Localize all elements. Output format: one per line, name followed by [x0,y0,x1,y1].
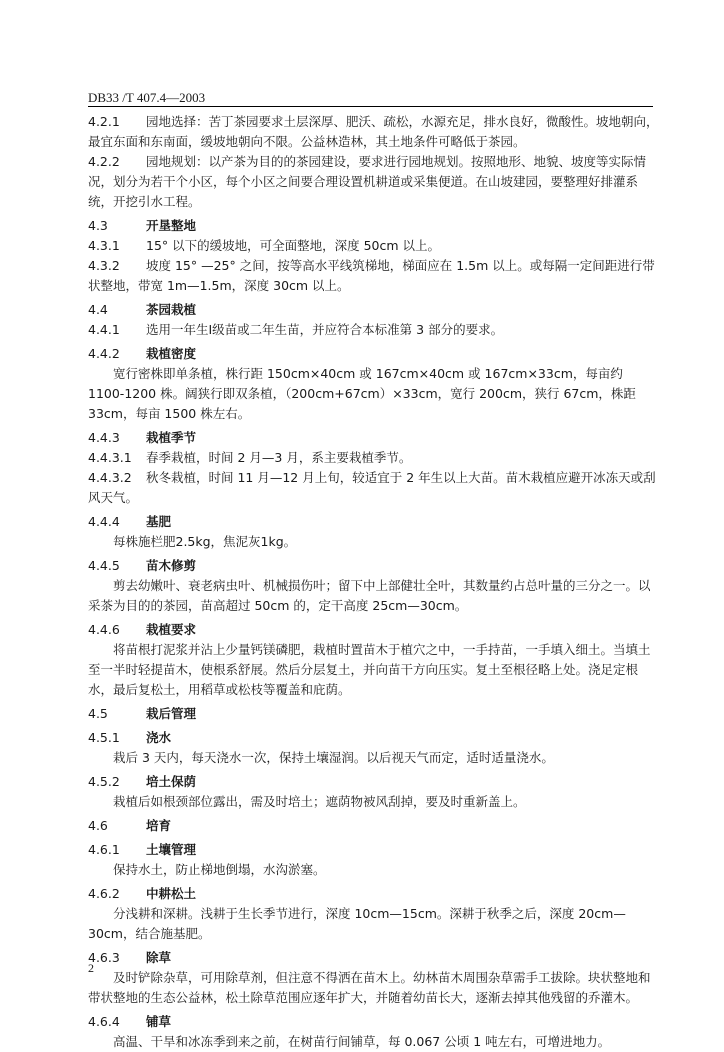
clause-heading: 基肥 [146,514,172,529]
clause-number: 4.3.2 [88,258,120,273]
body-paragraph [88,364,660,424]
body-paragraph [88,792,660,812]
paragraph-text: 保持水土，防止梯地倒塌，水沟淤塞。 [113,862,326,877]
clause-number: 4.2.2 [88,154,120,169]
clause-text: 春季栽植，时间 2 月—3 月，系主要栽植季节。 [146,450,412,465]
body-paragraph [88,904,660,944]
paragraph-text: 栽后 3 天内，每天浇水一次，保持土壤湿润。以后视天气而定，适时适量浇水。 [113,750,554,765]
paragraph-text: 将苗根打泥浆并沾上少量钙镁磷肥，栽植时置苗木于植穴之中，一手持苗，一手填入细土。当填土至一半时轻提苗木，使根系舒展。然后分层复土，并向苗干方向压实。复土至根径略上处。浇足定根水，最后复松土，用稻草或松枝等覆盖和庇荫。 [88,642,651,697]
body-paragraph [88,968,660,1008]
clause-heading: 中耕松土 [146,886,197,901]
clause-4-4-1 [88,320,660,340]
clause-number: 4.3 [88,218,108,233]
clause-number: 4.6.4 [88,1014,120,1029]
clause-4-2-2 [88,152,660,212]
body-paragraph [88,860,660,880]
paragraph-text: 栽植后如根颈部位露出，需及时培土；遮荫物被风刮掉，要及时重新盖上。 [113,794,526,809]
clause-4-5-1 [88,728,660,748]
paragraph-text: 剪去幼嫩叶、衰老病虫叶、机械损伤叶；留下中上部健壮全叶，其数量约占总叶量的三分之一。以采茶为目的的茶园，苗高超过 50cm 的，定干高度 25cm—30cm。 [88,578,651,613]
clause-4-4-3-2 [88,468,660,508]
clause-number: 4.4.3 [88,430,120,445]
clause-heading: 培育 [146,818,172,833]
clause-number: 4.4.6 [88,622,120,637]
clause-4-4-2 [88,344,660,364]
clause-heading: 栽植要求 [146,622,197,637]
clause-4-5-2 [88,772,660,792]
clause-number: 4.4.3.1 [88,450,132,465]
clause-heading: 培土保荫 [146,774,197,789]
clause-heading: 开垦整地 [146,218,197,233]
clause-number: 4.4.4 [88,514,120,529]
page-number: 2 [88,961,94,975]
paragraph-text: 高温、干旱和冰冻季到来之前，在树苗行间铺草，每 0.067 公顷 1 吨左右，可增进地力。 [113,1034,611,1049]
body-paragraph [88,748,660,768]
clause-4-6-1 [88,840,660,860]
clause-text: 园地规划：以产茶为目的的茶园建设，要求进行园地规划。按照地形、地貌、坡度等实际情况，划分为若干个小区，每个小区之间要合理设置机耕道或采集便道。在山坡建园，要整理好排灌系统，开挖引水工程。 [88,154,647,209]
clause-heading: 栽后管理 [146,706,197,721]
clause-text: 选用一年生Ⅰ级苗或二年生苗，并应符合本标准第 3 部分的要求。 [146,322,504,337]
clause-text: 园地选择：苦丁茶园要求土层深厚、肥沃、疏松，水源充足，排水良好，微酸性。坡地朝向，最宜东面和东南面，缓坡地朝向不限。公益林造林，其土地条件可略低于茶园。 [88,114,659,149]
clause-4-4-4 [88,512,660,532]
clause-text: 15° 以下的缓坡地，可全面整地，深度 50cm 以上。 [146,238,441,253]
clause-heading: 土壤管理 [146,842,197,857]
header-rule [88,106,653,107]
clause-4-3 [88,216,660,236]
clause-number: 4.6 [88,818,108,833]
clause-text: 坡度 15° —25° 之间，按等高水平线筑梯地，梯面应在 1.5m 以上。或每隔一定间距进行带状整地，带宽 1m—1.5m，深度 30cm 以上。 [88,258,655,293]
standard-header: DB33 /T 407.4—2003 [88,90,206,105]
clause-heading: 苗木修剪 [146,558,197,573]
clause-number: 4.4.3.2 [88,470,132,485]
clause-number: 4.6.2 [88,886,120,901]
clause-4-3-1 [88,236,660,256]
clause-heading: 栽植密度 [146,346,197,361]
clause-4-5 [88,704,660,724]
clause-number: 4.6.3 [88,950,120,965]
paragraph-text: 宽行密株即单条植，株行距 150cm×40cm 或 167cm×40cm 或 167cm×33cm，每亩约 1100-1200 株。阔狭行即双条植，（200cm+67cm）×33cm，宽行 200cm，狭行 67cm，株距 33cm，每亩 1500 株左右。 [88,366,636,421]
clause-heading: 浇水 [146,730,172,745]
clause-number: 4.2.1 [88,114,120,129]
clause-number: 4.4 [88,302,108,317]
clause-4-4-6 [88,620,660,640]
body-paragraph [88,532,660,552]
clause-4-6-4 [88,1012,660,1032]
clause-heading: 除草 [146,950,172,965]
clause-text: 秋冬栽植，时间 11 月—12 月上旬，较适宜于 2 年生以上大苗。苗木栽植应避开冰冻天或刮风天气。 [88,470,656,505]
body-paragraph [88,576,660,616]
clause-number: 4.5.1 [88,730,120,745]
clause-4-6-3 [88,948,660,968]
clause-4-6 [88,816,660,836]
clause-number: 4.4.5 [88,558,120,573]
document-body [88,112,660,1052]
clause-4-4-3-1 [88,448,660,468]
body-paragraph [88,1032,660,1052]
clause-number: 4.4.1 [88,322,120,337]
clause-4-4-5 [88,556,660,576]
clause-heading: 铺草 [146,1014,172,1029]
clause-heading: 茶园栽植 [146,302,197,317]
clause-4-4 [88,300,660,320]
clause-number: 4.5 [88,706,108,721]
clause-number: 4.6.1 [88,842,120,857]
paragraph-text: 每株施栏肥2.5kg，焦泥灰1kg。 [113,534,297,549]
clause-4-6-2 [88,884,660,904]
clause-number: 4.4.2 [88,346,120,361]
clause-number: 4.3.1 [88,238,120,253]
clause-4-2-1 [88,112,660,152]
clause-4-3-2 [88,256,660,296]
body-paragraph [88,640,660,700]
clause-4-4-3 [88,428,660,448]
clause-number: 4.5.2 [88,774,120,789]
paragraph-text: 及时铲除杂草，可用除草剂，但注意不得洒在苗木上。幼林苗木周围杂草需手工拔除。块状整地和带状整地的生态公益林，松土除草范围应逐年扩大，并随着幼苗长大，逐渐去掉其他残留的乔灌木。 [88,970,651,1005]
paragraph-text: 分浅耕和深耕。浅耕于生长季节进行，深度 10cm—15cm。深耕于秋季之后，深度 20cm—30cm，结合施基肥。 [88,906,626,941]
clause-heading: 栽植季节 [146,430,197,445]
